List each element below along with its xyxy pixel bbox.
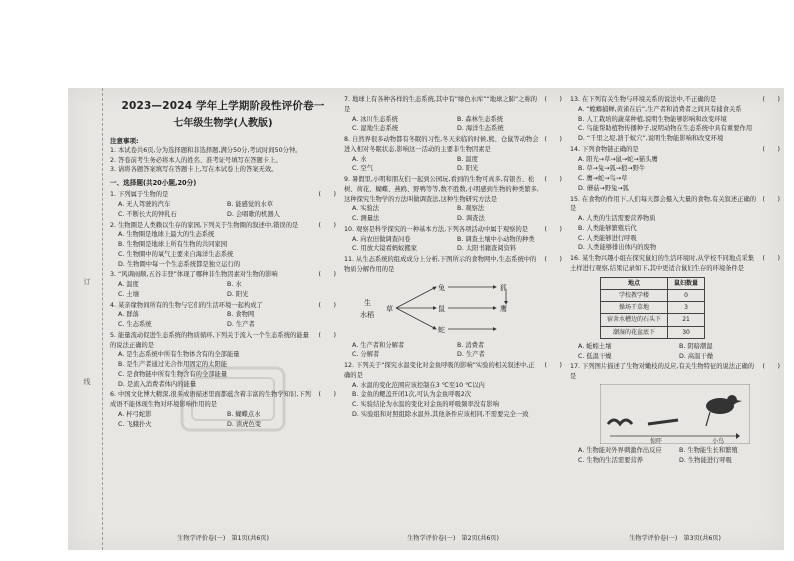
table-row	[601, 314, 705, 326]
option: B. 阴暗潮湿	[679, 342, 713, 350]
exam-paper-photo	[68, 88, 784, 550]
question-stem-row	[344, 255, 562, 275]
page-column-1	[110, 94, 336, 546]
option: C. 空气	[352, 165, 373, 173]
question-stem: 10. 观察是科学探究的一种基本方法,下列各项活动中属于观察的是	[344, 225, 529, 233]
question-item	[570, 95, 780, 144]
option: A. 无人驾驶的汽车	[118, 201, 171, 209]
option-list	[110, 200, 336, 220]
question-list	[570, 95, 780, 465]
option-list	[344, 155, 562, 175]
option-list	[344, 115, 562, 135]
answer-blank: ( )	[762, 363, 780, 371]
question-list	[110, 190, 336, 429]
answer-blank: ( )	[762, 96, 780, 103]
answer-blank: ( )	[544, 362, 562, 369]
option-list	[570, 214, 780, 253]
answer-blank: ( )	[318, 391, 336, 399]
answer-blank: ( )	[762, 145, 780, 153]
web-label: 草	[386, 304, 393, 313]
table-row	[601, 302, 705, 314]
question-item	[110, 221, 336, 270]
answer-blank: ( )	[762, 195, 780, 203]
table-cell: 3	[668, 302, 705, 314]
table-cell: 宿舍水槽边的石头下	[601, 314, 668, 326]
option: C. 湿地生态系统	[352, 125, 399, 133]
option-list	[570, 342, 780, 362]
notes-heading: 注意事项:	[110, 136, 139, 145]
question-stem: 3. “风调雨顺,五谷丰登”体现了哪种非生物因素对生物的影响	[110, 271, 278, 279]
option: C. 不断长大的钟乳石	[118, 210, 177, 218]
option: D. 高温干燥	[679, 352, 714, 360]
option: D. 阳光	[457, 165, 479, 173]
option-list	[110, 280, 336, 300]
table-cell: 操场干草地	[601, 302, 668, 314]
option: C. 分解者	[352, 351, 380, 359]
bird-icon	[706, 395, 742, 426]
option: A. 人类的生活需要营养物质	[578, 215, 656, 222]
question-item	[570, 362, 780, 465]
question-stem: 13. 在下列有关生物与环境关系的说法中,不正确的是	[570, 96, 717, 103]
option-list	[110, 350, 336, 389]
option: B. 观察法	[457, 205, 485, 213]
table-cell: 学校教学楼	[601, 289, 668, 301]
question-stem-row	[570, 254, 780, 274]
question-stem: 1. 下列属于生物的是	[110, 191, 169, 199]
option: C. 鸟能帮助植物传播种子,说明动物在生态系统中具有重要作用	[578, 125, 753, 133]
option: B. 生物能生长和繁殖	[679, 446, 738, 454]
notes-line: 1. 本试卷共6页,分为选择题和非选择题,满分50分,考试时间50分钟。	[110, 146, 302, 154]
option: D. 阳光	[227, 290, 249, 298]
option: C. 测量法	[352, 215, 380, 222]
option: C. 生态系统	[118, 321, 152, 329]
option: A. 温度	[118, 281, 139, 289]
answer-blank: ( )	[318, 301, 336, 309]
option: A. 生物圈是地球上最大的生态系统	[118, 231, 215, 239]
question-stem-row	[344, 225, 562, 235]
page-footer: 生物学评价卷(一) 第1页(共6页)	[177, 535, 269, 543]
answer-blank: ( )	[544, 136, 562, 143]
option-list	[110, 230, 336, 269]
web-label: 蛇	[438, 325, 445, 334]
option: B. 森林生态系统	[457, 115, 504, 123]
question-item	[344, 255, 562, 360]
question-item	[344, 175, 562, 224]
figure-label: 小鸟	[712, 437, 725, 444]
answer-blank: ( )	[544, 176, 562, 183]
option: D. 生物圈中每一个生态系统都是独立运行的	[118, 260, 241, 268]
web-label: 鹰	[500, 304, 507, 313]
option: B. 生物圈是地球上所有生物的共同家园	[118, 241, 228, 249]
food-web-diagram	[356, 277, 546, 339]
option: B. 是生产者通过光合作用固定的太阳能	[118, 361, 228, 369]
option: D. 生产者	[227, 321, 255, 329]
question-stem: 17. 下列图片描述了生物对嫩枝的反应,有关生物特征的说法正确的是	[570, 363, 755, 381]
answer-blank: ( )	[318, 221, 336, 229]
question-item	[110, 190, 336, 219]
question-item	[570, 254, 780, 361]
web-label: 生	[364, 298, 371, 307]
answer-blank: ( )	[762, 255, 780, 262]
option: D. 海洋生态系统	[457, 125, 504, 133]
option-list	[570, 155, 780, 194]
question-stem-row	[110, 190, 336, 200]
option: D. 读虎色变	[227, 420, 262, 428]
option-list	[344, 235, 562, 255]
answer-blank: ( )	[544, 256, 562, 263]
table-header-row	[601, 277, 705, 289]
option: A. 冰川生态系统	[352, 115, 398, 123]
option: B. 能感觉的水草	[227, 201, 274, 209]
option-list	[110, 410, 336, 430]
question-stem: 11. 从生态系统的组成成分上分析,下图所示的食物网中,生态系统中的物质分解作用的是	[344, 256, 537, 273]
web-label: 狐	[500, 283, 507, 292]
option-list	[344, 381, 562, 420]
survey-table	[600, 277, 705, 339]
table-cell: 30	[668, 326, 705, 338]
option: C. 是食物链中所有生物含有的全部能量	[118, 370, 228, 378]
option: B. 草→兔→狐→狼→野牛	[578, 165, 646, 173]
table-cell: 21	[668, 314, 705, 326]
exam-subtitle: 七年级生物学(人教版)	[173, 118, 273, 130]
answer-blank: ( )	[318, 271, 336, 279]
option: C. 实验结论为水温的变化对金鱼的呼吸频率没有影响	[352, 401, 499, 408]
option: B. 蝴蝶点水	[227, 410, 261, 418]
option-list	[570, 446, 780, 466]
option-list	[110, 310, 336, 330]
question-stem: 4. 某亲缘物间所有的生物与它们的生活环境一起构成了	[110, 301, 263, 309]
question-stem: 16. 某生物兴趣小组在探究鼠妇的生活环境时,从学校不同地点采集土样进行观察,结果记录如下,其中更适合鼠妇生存的环境条件是	[570, 255, 755, 272]
option: B. 调查土壤中小动物的种类	[457, 235, 535, 243]
question-stem: 2. 生物圈是人类赖以生存的家园,下列关于生物圈的叙述中,错误的是	[110, 221, 299, 229]
web-label: 鼠	[438, 304, 445, 313]
option: C. 生物圈中的氧气主要来自海洋生态系统	[118, 250, 234, 258]
option: D. 会唱歌的机器人	[227, 210, 280, 218]
option-list	[344, 204, 562, 224]
section-heading: 一、选择题(共20小题,20分)	[110, 179, 197, 188]
option: C. 人类能够进行呼吸	[578, 234, 637, 242]
binding-margin	[68, 88, 103, 550]
option: D. 蘑菇→野兔→狐	[578, 184, 629, 192]
option: A. 水	[352, 155, 367, 163]
option: A. 生产者和分解者	[352, 341, 405, 349]
answer-blank: ( )	[318, 191, 336, 199]
option: D. 生产者	[457, 351, 485, 359]
option: A. 阳光→草→鼠→蛇→猫头鹰	[578, 155, 658, 163]
answer-blank: ( )	[544, 96, 562, 103]
question-stem-row	[570, 362, 780, 382]
option: C. 土壤	[118, 290, 139, 298]
option: B. 消费者	[457, 341, 485, 349]
option: D. 是流入消费者体内的能量	[118, 380, 197, 388]
table-row	[601, 326, 705, 338]
question-item	[344, 361, 562, 420]
question-stem-row	[344, 361, 562, 381]
twig-icon	[648, 420, 678, 424]
figure-label: 惊吓	[650, 437, 663, 444]
question-stem: 9. 暑假里,小明和朋友们一起到公园玩,看到的生物可真多,有银杏、松树、荷花、蝴蝶、燕鸥、野鸭等等,数不胜数,小明感到生物的种类繁多,这种探究生物学的方法叫做调查法,这种生物研究方法是	[344, 176, 539, 203]
option: A. 杯弓蛇影	[118, 410, 152, 418]
table-header: 鼠妇数量	[668, 277, 705, 289]
question-item	[344, 95, 562, 134]
question-stem-row	[570, 145, 780, 155]
question-stem-row	[110, 301, 336, 311]
binding-label: 订	[83, 278, 91, 285]
question-item	[570, 195, 780, 254]
binding-label: 线	[83, 378, 91, 385]
page-footer: 生物学评价卷(一) 第2页(共6页)	[407, 535, 499, 543]
question-stem: 7. 地球上有各种各样的生态系统,其中有“绿色水库”“地球之肺”之称的是	[344, 96, 538, 113]
question-item	[110, 390, 336, 429]
web-label: 水稻	[360, 310, 374, 319]
option: B. 人类能够繁殖后代	[578, 224, 637, 232]
question-stem-row	[110, 331, 336, 351]
question-stem-row	[110, 221, 336, 231]
option: A. 实验法	[352, 205, 380, 213]
option: B. 金鱼的鳃盖开闭1次,可认为金鱼呼吸2次	[352, 391, 472, 399]
notes-line: 3. 请将各题答案填写在答题卡上,写在本试卷上的答案无效。	[110, 166, 278, 174]
table-cell: 0	[668, 289, 705, 301]
option: A. “螳螂捕蝉,黄雀在后”,生产者和消费者之间具有捕食关系	[578, 105, 742, 113]
notes-line: 2. 答卷前考生务必将本人的姓名、准考证号填写在答题卡上。	[110, 156, 282, 164]
option: D. 实验组和对照组除水温外,其他条件应该相同,不需要完全一致	[352, 410, 529, 418]
option: A. 水温的变化范围应该控制在3 ℃至10 ℃以内	[352, 381, 485, 389]
table-row	[601, 289, 705, 301]
question-item	[344, 225, 562, 254]
question-stem-row	[344, 175, 562, 204]
question-stem: 15. 在食物的作用下,人们每天都会摄入大量的食物,有关叙述正确的是	[570, 195, 757, 213]
question-stem: 5. 能量流动促进生态系统的物质循环,下列关于流入一个生态系统的能量的说法正确的是	[110, 331, 309, 349]
option: D. 人类能够排出体内的废物	[578, 244, 657, 252]
page-column-3	[570, 94, 780, 546]
option: A. 向农田做调查问卷	[352, 235, 411, 243]
question-stem-row	[570, 195, 780, 215]
question-item	[344, 135, 562, 174]
answer-blank: ( )	[544, 225, 562, 233]
question-stem-row	[344, 135, 562, 155]
table-header: 地点	[601, 277, 668, 289]
option: C. 生物的生活需要营养	[578, 456, 644, 464]
option: A. 生物能对外界刺激作出反应	[578, 446, 662, 454]
option: A. 是生态系统中所有生物体含有的全部能量	[118, 351, 240, 359]
option: C. 低温干燥	[578, 352, 612, 360]
caterpillar-icon	[608, 420, 632, 424]
table-cell: 潮湿的花盆底下	[601, 326, 668, 338]
question-stem-row	[110, 390, 336, 410]
question-stem: 12. 下列关于“探究水温变化对金鱼呼吸的影响”实验的相关叙述中,正确的是	[344, 362, 535, 379]
option: D. 太阳书籍查阅资料	[457, 245, 517, 253]
option: C. 飞蛾扑火	[118, 420, 152, 428]
question-item	[570, 145, 780, 194]
option-list	[570, 105, 780, 144]
option: D. 调查法	[457, 215, 485, 222]
question-item	[110, 270, 336, 299]
option-list	[344, 341, 562, 361]
question-stem: 6. 中国文化博大精深,很多成语描述里面都蕴含着丰富的生物学知识,下列成语不能体现生物对环境影响作用的是	[110, 391, 311, 409]
option: C. 用放大镜看蚂蚁搬家	[352, 245, 418, 253]
option: B. 食物网	[227, 311, 255, 319]
option: B. 人工栽培的蔬菜种植,说明生物能够影响和改变环境	[578, 115, 727, 123]
option: A. 蚯蚓土壤	[578, 342, 612, 350]
caterpillar-bird-figure	[600, 384, 750, 444]
exam-title: 2023—2024 学年上学期阶段性评价卷一	[121, 100, 325, 112]
question-item	[110, 301, 336, 330]
answer-blank: ( )	[318, 331, 336, 339]
question-stem-row	[344, 95, 562, 115]
option: B. 水	[227, 281, 242, 289]
question-stem-row	[110, 270, 336, 280]
option: B. 温度	[457, 155, 478, 163]
question-stem: 8. 自然界很多动物都有冬眠的习性,冬天来临的时候,熊、仓鼠等动物会进入相对冬眠状态,影响这一活动的主要非生物因素是	[344, 136, 539, 153]
option: D. 生物能进行呼吸	[679, 456, 732, 464]
question-stem-row	[570, 95, 780, 105]
question-stem: 14. 下列食物链正确的是	[570, 145, 639, 153]
web-label: 兔	[438, 283, 445, 292]
option: D. “千里之堤,溃于蚁穴”,说明生物能影响和改变环境	[578, 135, 724, 142]
question-item	[110, 331, 336, 390]
option: C. 鹰→蛇→鸟→草	[578, 175, 628, 182]
page-column-2	[344, 94, 562, 546]
question-list	[344, 95, 562, 420]
page-footer: 生物学评价卷(一) 第3页(共6页)	[629, 535, 721, 543]
option: A. 群落	[118, 311, 139, 319]
